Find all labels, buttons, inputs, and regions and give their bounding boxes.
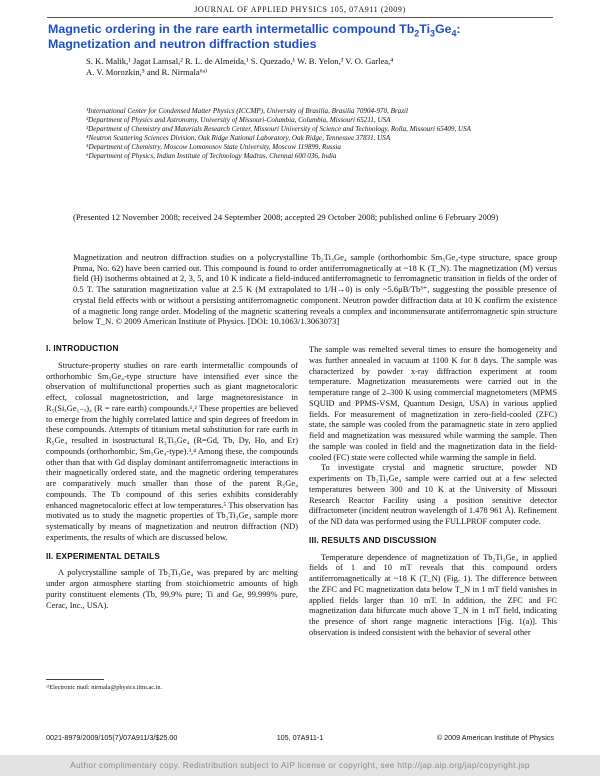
title-line2: Magnetization and neutron diffraction studies — [48, 37, 317, 51]
title-part: Ge — [435, 22, 452, 36]
affiliation: ⁴Neutron Scattering Sciences Division, Oak Ridge National Laboratory, Oak Ridge, Tennessee 37831, USA — [86, 134, 391, 142]
footnote-rule — [46, 679, 104, 680]
section-heading: III. RESULTS AND DISCUSSION — [309, 535, 437, 545]
footer-issn: 0021-8979/2009/105(7)/07A911/3/$25.00 — [46, 733, 178, 742]
affiliation: ⁵Department of Chemistry, Moscow Lomonosov State University, Moscow 119899, Russia — [86, 143, 341, 151]
affiliations — [86, 107, 556, 161]
publication-dates: (Presented 12 November 2008; received 24 September 2008; accepted 29 October 2008; published online 6 February 2009) — [73, 212, 499, 222]
title-sub: 3 — [430, 28, 436, 39]
title-line1: Magnetic ordering in the rare earth intermetallic compound Tb — [48, 22, 415, 36]
paragraph: A polycrystalline sample of Tb₂Ti₃Ge₄ was prepared by arc melting under argon atmosphere starting from stoichiometric amounts of high purity constituent elements (Tb, 99.9% pure; Ti and Ge, 99.999% pure, Cerac, Inc., USA). — [46, 568, 298, 610]
footer-page: 105, 07A911-1 — [276, 733, 324, 742]
paragraph: Temperature dependence of magnetization of Tb₂Ti₃Ge₄ in applied fields of 1 and 10 mT reveals that this compound orders antiferromagnetically at ~18 K (T_N) (Fig. 1). The difference between the ZFC and FC magnetization data below T_N in 1 mT field vanishes in applied fields larger than 10 mT. In addition, the ZFC and FC magnetization data bifurcate much above T_N in 1 mT field, indicating the presence of short range magnetic interactions [Fig. 1(a)]. This observation is indeed consistent with the behavior of several other — [309, 552, 557, 637]
authors-line: S. K. Malik,¹ Jagat Lamsal,² R. L. de Almeida,¹ S. Quezado,¹ W. B. Yelon,³ V. O. Garlea,⁴ — [86, 56, 394, 66]
paragraph: To investigate crystal and magnetic structure, powder ND experiments on Tb₂Ti₃Ge₄ sample were carried out at a few selected temperatures between 300 and 10 K at the University of Missouri Research Reactor Facility using a position sensitive detector diffractometer (incident neutron wavelength of 1.478 961 Å). Refinement of the ND data was performed using the FULLPROF computer code. — [309, 463, 557, 526]
paragraph: Structure-property studies on rare earth intermetallic compounds of orthorhombic Sm₅Ge₄-type structure have intensified ever since the observation of multifunctional properties such as giant magnetocaloric effect, colossal magnetostriction, and large magnetoresistance in R₅(SiₓGe₁₋ₓ)₄ (R = rare earth) compounds.¹,² These properties are believed to emerge from the highly correlated lattice and spin degrees of freedom in these compounds. Attempts of titanium metal substitution for rare earth in R₅Ge₄ resulted in isostructural R₂Ti₃Ge₄ (R=Gd, Tb, Dy, Ho, and Er) compounds (orthorhombic, Sm₅Ge₄-type).³,⁴ Among these, the compounds other than that with Gd display dominant antiferromagnetic interactions in their magnetically ordered state, and the magnetic ordering temperatures are comparatively much smaller than those of the parent R₅Ge₄ compounds. The Tb compound of this series exhibits considerably enhanced magnetocaloric effect at low temperatures.⁵ This observation has motivated us to study the magnetic properties of Tb₂Ti₃Ge₄ sample more systematically by means of magnetization and neutron diffraction (ND) experiments, the results of which are discussed below. — [46, 360, 298, 542]
title-part: : — [456, 22, 461, 36]
affiliation: ¹International Center for Condensed Matter Physics (ICCMP), University of Brasilia, Brasilia 70904-970, Brazil — [86, 107, 408, 115]
title-sub: 2 — [414, 28, 420, 39]
affiliation: ⁶Department of Physics, Indian Institute of Technology Madras, Chennai 600 036, India — [86, 152, 337, 160]
paragraph: The sample was remelted several times to ensure the homogeneity and was further annealed in vacuum at 1100 K for 8 days. The sample was characterized by powder x-ray diffraction experiment at room temperature. Magnetization measurements were carried out in the temperature range of 2–300 K using commercial magnetometers (MPMS SQUID and PPMS-VSM, Quantum Design, USA) in various applied fields. For measurement of magnetization in zero-field-cooled (ZFC) state, the sample was cooled from the paramagnetic state in zero applied field and magnetization was measured while warming the sample. Then the sample was cooled in field and the magnetization data in the field-cooled (FC) state were collected while warming the sample in field. — [309, 345, 557, 462]
footer-copyright: © 2009 American Institute of Physics — [436, 733, 554, 742]
section-heading: II. EXPERIMENTAL DETAILS — [46, 551, 160, 561]
title-part: Ti — [419, 22, 431, 36]
author-list — [86, 56, 556, 77]
footnote: ᵃ⁾Electronic mail: nirmala@physics.iitm.ac.in. — [46, 684, 163, 691]
running-head: JOURNAL OF APPLIED PHYSICS 105, 07A911 (2009) — [194, 5, 406, 14]
abstract: Magnetization and neutron diffraction studies on a polycrystalline Tb₂Ti₃Ge₄ sample (orthorhombic Sm₅Ge₄-type structure, space group Pnma, No. 62) have been carried out. This compound is found to order antiferromagnetically at ~18 K (T_N). The magnetization (M) versus field (H) isotherms obtained at 2, 3, 5, and 10 K indicate a field-induced antiferromagnetic to ferromagnetic transition in fields of the order of 0.5 T. The saturation magnetization value at 2.5 K (M extrapolated to 1/H→0) is only ~5.6μB/Tb³⁺, suggesting the possible presence of crystal field effects with or without a persisting antiferromagnetic component. Neutron powder diffraction data at 10 K confirm the existence of a magnetic long range order. Modeling of the magnetic scattering reveals a complex and incommensurate antiferromagnetic spin structure below T_N. © 2009 American Institute of Physics. [DOI: 10.1063/1.3063073] — [73, 252, 557, 327]
section-heading: I. INTRODUCTION — [46, 344, 119, 353]
left-column — [46, 344, 298, 611]
title-sub: 4 — [451, 28, 457, 39]
authors-line: A. V. Morozkin,⁵ and R. Nirmala⁶ᵃ⁾ — [86, 66, 208, 77]
copyright-notice: Author complimentary copy. Redistribution subject to AIP license or copyright, see http://jap.aip.org/jap/copyright.jsp — [70, 760, 530, 770]
right-column — [309, 345, 557, 639]
paper-title — [48, 22, 558, 52]
affiliation: ²Department of Physics and Astronomy, University of Missouri-Columbia, Columbia, Missouri 65211, USA — [86, 116, 391, 124]
header-rule — [47, 17, 553, 18]
affiliation: ³Department of Chemistry and Materials Research Center, Missouri University of Science and Technology, Rolla, Missouri 65409, USA — [86, 125, 472, 133]
